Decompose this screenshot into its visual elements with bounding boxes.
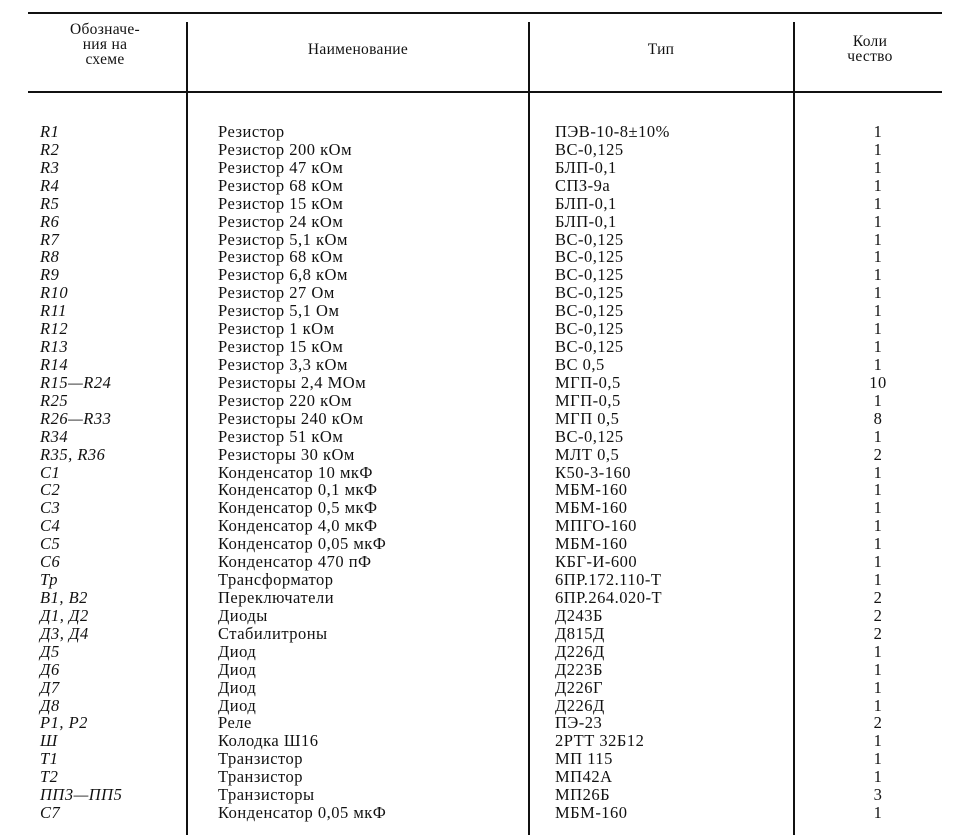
- table-row: [0, 356, 954, 374]
- cell-name: Транзистор: [218, 767, 304, 787]
- cell-designation: R14: [40, 354, 69, 374]
- cell-quantity: 1: [873, 229, 883, 249]
- table-row: [0, 625, 954, 643]
- cell-name: Резисторы 240 кОм: [218, 408, 364, 428]
- header-designation-line-3: схеме: [85, 51, 125, 68]
- cell-quantity: 3: [873, 785, 883, 805]
- cell-quantity: 1: [873, 247, 883, 267]
- table-row: [0, 607, 954, 625]
- cell-name: Резистор 5,1 Ом: [218, 301, 340, 321]
- cell-type: ВС-0,125: [555, 139, 624, 159]
- cell-type: МБМ-160: [555, 498, 628, 518]
- table-row: [0, 123, 954, 141]
- cell-quantity: 1: [873, 462, 883, 482]
- cell-type: ВС-0,125: [555, 229, 624, 249]
- cell-quantity: 10: [869, 372, 887, 392]
- header-type: Тип: [647, 41, 675, 58]
- header-designation-line-1: Обозначе-: [69, 21, 141, 38]
- cell-quantity: 1: [873, 731, 883, 751]
- cell-name: Резистор 47 кОм: [218, 157, 344, 177]
- table-row: [0, 428, 954, 446]
- table-row: [0, 643, 954, 661]
- cell-type: ВС-0,125: [555, 319, 624, 339]
- table-row: [0, 320, 954, 338]
- cell-designation: Д6: [40, 659, 60, 679]
- cell-designation: R12: [40, 319, 69, 339]
- cell-quantity: 1: [873, 211, 883, 231]
- cell-type: ВС-0,125: [555, 283, 624, 303]
- cell-quantity: 8: [873, 408, 883, 428]
- cell-name: Диод: [218, 659, 257, 679]
- cell-name: Резистор 15 кОм: [218, 193, 344, 213]
- cell-name: Конденсатор 0,1 мкФ: [218, 480, 378, 500]
- table-top-rule: [28, 12, 942, 14]
- cell-quantity: 1: [873, 534, 883, 554]
- cell-type: Д815Д: [555, 623, 605, 643]
- cell-quantity: 2: [873, 713, 883, 733]
- cell-designation: R26—R33: [40, 408, 112, 428]
- cell-type: МБМ-160: [555, 534, 628, 554]
- cell-type: БЛП-0,1: [555, 193, 617, 213]
- table-row: [0, 661, 954, 679]
- cell-type: МЛТ 0,5: [555, 444, 620, 464]
- cell-name: Диод: [218, 677, 257, 697]
- table-row: [0, 553, 954, 571]
- cell-name: Стабилитроны: [218, 623, 328, 643]
- cell-designation: R25: [40, 390, 69, 410]
- cell-type: Д243Б: [555, 605, 603, 625]
- cell-name: Резистор 1 кОм: [218, 319, 335, 339]
- cell-name: Транзистор: [218, 749, 304, 769]
- cell-designation: R4: [40, 175, 60, 195]
- cell-designation: C2: [40, 480, 61, 500]
- cell-designation: Д3, Д4: [40, 623, 89, 643]
- cell-quantity: 1: [873, 498, 883, 518]
- cell-designation: R35, R36: [40, 444, 106, 464]
- cell-type: Д226Д: [555, 641, 605, 661]
- cell-designation: Д5: [40, 641, 60, 661]
- cell-quantity: 1: [873, 139, 883, 159]
- cell-type: 2РТТ 32Б12: [555, 731, 645, 751]
- cell-type: МП 115: [555, 749, 613, 769]
- cell-designation: Д7: [40, 677, 60, 697]
- cell-quantity: 1: [873, 695, 883, 715]
- cell-quantity: 1: [873, 552, 883, 572]
- table-row: [0, 750, 954, 768]
- cell-quantity: 2: [873, 444, 883, 464]
- header-quantity-line-1: Коли: [852, 33, 888, 50]
- cell-designation: R15—R24: [40, 372, 112, 392]
- cell-name: Диод: [218, 695, 257, 715]
- cell-name: Конденсатор 470 пФ: [218, 552, 372, 572]
- table-row: [0, 714, 954, 732]
- table-row: [0, 284, 954, 302]
- cell-type: ВС-0,125: [555, 301, 624, 321]
- cell-designation: R1: [40, 122, 60, 141]
- cell-designation: R10: [40, 283, 69, 303]
- cell-type: БЛП-0,1: [555, 157, 617, 177]
- cell-name: Резистор 5,1 кОм: [218, 229, 348, 249]
- cell-type: МП26Б: [555, 785, 611, 805]
- cell-type: МБМ-160: [555, 803, 628, 823]
- cell-type: 6ПР.264.020-Т: [555, 587, 663, 607]
- table-row: [0, 141, 954, 159]
- cell-name: Диод: [218, 641, 257, 661]
- cell-designation: С7: [40, 803, 61, 823]
- cell-designation: R5: [40, 193, 60, 213]
- cell-name: Трансформатор: [218, 570, 334, 590]
- cell-designation: Р1, Р2: [40, 713, 88, 733]
- table-row: [0, 248, 954, 266]
- table-row: [0, 786, 954, 804]
- cell-designation: R3: [40, 157, 60, 177]
- cell-name: Резистор: [218, 122, 285, 141]
- cell-quantity: 1: [873, 767, 883, 787]
- cell-type: МБМ-160: [555, 480, 628, 500]
- cell-name: Конденсатор 0,5 мкФ: [218, 498, 378, 518]
- cell-type: Д226Д: [555, 695, 605, 715]
- cell-quantity: 1: [873, 390, 883, 410]
- cell-designation: C3: [40, 498, 61, 518]
- table-row: [0, 266, 954, 284]
- cell-name: Резистор 6,8 кОм: [218, 265, 348, 285]
- cell-name: Резистор 200 кОм: [218, 139, 353, 159]
- cell-type: ПЭ-23: [555, 713, 603, 733]
- cell-designation: Т2: [40, 767, 59, 787]
- cell-type: МГП 0,5: [555, 408, 620, 428]
- table-row: [0, 213, 954, 231]
- table-row: [0, 732, 954, 750]
- cell-quantity: 1: [873, 122, 883, 141]
- cell-name: Колодка Ш16: [218, 731, 319, 751]
- cell-designation: R13: [40, 337, 69, 357]
- table-row: [0, 195, 954, 213]
- cell-designation: Тр: [40, 570, 59, 590]
- cell-name: Диоды: [218, 605, 268, 625]
- table-row: [0, 679, 954, 697]
- cell-name: Резистор 68 кОм: [218, 247, 344, 267]
- cell-type: Д223Б: [555, 659, 603, 679]
- cell-quantity: 1: [873, 749, 883, 769]
- cell-designation: R7: [40, 229, 60, 249]
- table-row: [0, 517, 954, 535]
- cell-designation: R11: [40, 301, 67, 321]
- header-quantity: [800, 34, 940, 64]
- table-row: [0, 464, 954, 482]
- header-quantity-line-2: чество: [847, 48, 893, 65]
- table-row: [0, 446, 954, 464]
- cell-type: ВС-0,125: [555, 265, 624, 285]
- cell-designation: Д1, Д2: [40, 605, 89, 625]
- cell-quantity: 1: [873, 677, 883, 697]
- cell-quantity: 1: [873, 319, 883, 339]
- cell-name: Резисторы 2,4 МОм: [218, 372, 367, 392]
- cell-type: МПГО-160: [555, 516, 637, 536]
- table-row: [0, 535, 954, 553]
- cell-name: Конденсатор 0,05 мкФ: [218, 803, 387, 823]
- cell-quantity: 1: [873, 803, 883, 823]
- table-row: [0, 410, 954, 428]
- cell-designation: Д8: [40, 695, 60, 715]
- cell-type: К50-3-160: [555, 462, 631, 482]
- table-row: [0, 392, 954, 410]
- cell-quantity: 2: [873, 587, 883, 607]
- header-name: Наименование: [307, 41, 409, 58]
- cell-name: Конденсатор 10 мкФ: [218, 462, 373, 482]
- cell-type: ВС-0,125: [555, 337, 624, 357]
- cell-designation: R9: [40, 265, 60, 285]
- cell-name: Резистор 68 кОм: [218, 175, 344, 195]
- table-row: [0, 338, 954, 356]
- cell-name: Резистор 51 кОм: [218, 426, 344, 446]
- cell-quantity: 1: [873, 426, 883, 446]
- table-row: [0, 374, 954, 392]
- cell-name: Транзисторы: [218, 785, 315, 805]
- cell-designation: R6: [40, 211, 60, 231]
- cell-name: Резистор 3,3 кОм: [218, 354, 348, 374]
- cell-type: МГП-0,5: [555, 372, 621, 392]
- table-row: [0, 159, 954, 177]
- cell-name: Конденсатор 0,05 мкФ: [218, 534, 387, 554]
- header-bottom-rule: [28, 91, 942, 93]
- cell-quantity: 1: [873, 480, 883, 500]
- table-row: [0, 302, 954, 320]
- table-row: [0, 231, 954, 249]
- cell-type: МП42А: [555, 767, 613, 787]
- cell-type: 6ПР.172.110-Т: [555, 570, 662, 590]
- cell-designation: ПП3—ПП5: [40, 785, 123, 805]
- cell-quantity: 1: [873, 570, 883, 590]
- cell-name: Резистор 27 Ом: [218, 283, 335, 303]
- cell-quantity: 1: [873, 175, 883, 195]
- table-row: [0, 804, 954, 822]
- cell-quantity: 1: [873, 193, 883, 213]
- cell-name: Резисторы 30 кОм: [218, 444, 355, 464]
- cell-name: Резистор 15 кОм: [218, 337, 344, 357]
- table-row: [0, 481, 954, 499]
- header-designation-line-2: ния на: [82, 36, 128, 53]
- cell-designation: C4: [40, 516, 61, 536]
- table-body: [0, 123, 954, 822]
- cell-name: Резистор 24 кОм: [218, 211, 344, 231]
- table-row: [0, 768, 954, 786]
- cell-designation: R8: [40, 247, 60, 267]
- header-designation: [30, 22, 180, 67]
- cell-quantity: 1: [873, 157, 883, 177]
- cell-name: Конденсатор 4,0 мкФ: [218, 516, 378, 536]
- cell-type: МГП-0,5: [555, 390, 621, 410]
- cell-quantity: 1: [873, 301, 883, 321]
- cell-quantity: 1: [873, 283, 883, 303]
- cell-quantity: 1: [873, 265, 883, 285]
- cell-designation: R34: [40, 426, 69, 446]
- table-row: [0, 697, 954, 715]
- cell-quantity: 1: [873, 354, 883, 374]
- cell-quantity: 1: [873, 337, 883, 357]
- cell-designation: В1, В2: [40, 587, 88, 607]
- cell-type: СПЗ-9а: [555, 175, 611, 195]
- table-row: [0, 571, 954, 589]
- cell-designation: Ш: [40, 731, 58, 751]
- cell-type: ПЭВ-10-8±10%: [555, 122, 670, 141]
- cell-name: Резистор 220 кОм: [218, 390, 353, 410]
- cell-type: ВС-0,125: [555, 247, 624, 267]
- cell-name: Реле: [218, 713, 252, 733]
- cell-designation: R2: [40, 139, 60, 159]
- cell-name: Переключатели: [218, 587, 335, 607]
- table-row: [0, 499, 954, 517]
- cell-type: ВС-0,125: [555, 426, 624, 446]
- cell-type: Д226Г: [555, 677, 604, 697]
- cell-quantity: 1: [873, 641, 883, 661]
- table-row: [0, 177, 954, 195]
- cell-designation: C6: [40, 552, 61, 572]
- cell-type: ВС 0,5: [555, 354, 605, 374]
- cell-designation: C5: [40, 534, 61, 554]
- cell-quantity: 1: [873, 659, 883, 679]
- cell-quantity: 2: [873, 623, 883, 643]
- cell-type: БЛП-0,1: [555, 211, 617, 231]
- cell-designation: C1: [40, 462, 61, 482]
- table-row: [0, 589, 954, 607]
- cell-quantity: 2: [873, 605, 883, 625]
- cell-type: КБГ-И-600: [555, 552, 638, 572]
- cell-designation: Т1: [40, 749, 59, 769]
- cell-quantity: 1: [873, 516, 883, 536]
